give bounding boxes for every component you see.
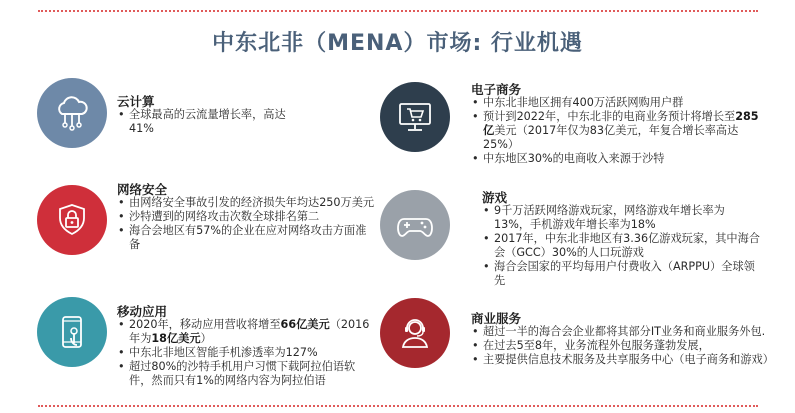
- cloud-bullets: [117, 108, 302, 136]
- cloud-heading: 云计算: [117, 94, 155, 109]
- text-segment: 2020年，移动应用营收将增至: [129, 318, 281, 331]
- highlight-value: 18亿美元: [151, 332, 201, 345]
- list-item: • 在过去5至8年，业务流程外包服务蓬勃发展，: [471, 339, 771, 353]
- list-item: • 中东地区30%的电商收入来源于沙特: [471, 152, 761, 166]
- highlight-value: 66亿美元: [280, 318, 330, 331]
- cloud-network-icon: [51, 92, 93, 134]
- bottom-dotted-divider: [38, 405, 758, 407]
- list-item: • 超过80%的沙特手机用户习惯下载阿拉伯语软件，然而只有1%的网络内容为阿拉伯语: [117, 360, 375, 388]
- ecommerce-circle: [380, 82, 450, 152]
- list-item: • 中东北非地区智能手机渗透率为127%: [117, 346, 375, 360]
- mobile-heading: 移动应用: [117, 304, 168, 319]
- list-item: [471, 110, 761, 152]
- list-item: [117, 318, 375, 346]
- business-heading: 商业服务: [471, 311, 522, 326]
- list-item: • 全球最高的云流量增长率，高达41%: [117, 108, 302, 136]
- mobile-circle: [37, 297, 107, 367]
- text-segment: （2016年为: [129, 318, 370, 345]
- monitor-cart-icon: [394, 96, 436, 138]
- ecommerce-bullets: [471, 96, 761, 166]
- business-circle: [380, 298, 450, 368]
- list-item: • 主要提供信息技术服务及共享服务中心（电子商务和游戏）: [471, 353, 771, 367]
- list-item: • 9千万活跃网络游戏玩家，网络游戏年增长率为13%，手机游戏年增长率为18%: [482, 204, 760, 232]
- list-item: • 超过一半的海合会企业都将其部分IT业务和商业服务外包.: [471, 325, 771, 339]
- business-bullets: [471, 325, 774, 367]
- lock-shield-icon: [51, 199, 93, 241]
- mobile-bullets: [117, 318, 375, 388]
- security-bullets: [117, 196, 375, 252]
- gaming-circle: [380, 190, 450, 260]
- gaming-heading: 游戏: [482, 190, 508, 205]
- list-item: • 中东北非地区拥有400万活跃网购用户群: [471, 96, 761, 110]
- list-item: • 由网络安全事故引发的经济损失年均达250万美元: [117, 196, 375, 210]
- gamepad-icon: [394, 204, 436, 246]
- cloud-circle: [37, 78, 107, 148]
- list-item: • 2017年，中东北非地区有3.36亿游戏玩家，其中海合会（GCC）30%的人口玩游戏: [482, 232, 760, 260]
- text-segment: 美元（2017年仅为83亿美元，年复合增长率高达25%）: [483, 124, 739, 151]
- text-segment: 预计到2022年，中东北非的电商业务预计将增长至: [483, 110, 736, 123]
- gaming-bullets: [482, 204, 760, 288]
- list-item: • 海合会国家的平均每用户付费收入（ARPPU）全球领先: [482, 260, 760, 288]
- ecommerce-heading: 电子商务: [471, 82, 522, 97]
- highlight-value: 285亿: [483, 110, 759, 137]
- page-title: 中东北非（MENA）市场: 行业机遇: [212, 31, 583, 56]
- security-heading: 网络安全: [117, 182, 168, 197]
- smartphone-touch-icon: [51, 311, 93, 353]
- headset-agent-icon: [394, 312, 436, 354]
- list-item: • 海合会地区有57%的企业在应对网络攻击方面准备: [117, 224, 375, 252]
- security-circle: [37, 185, 107, 255]
- list-item: • 沙特遭到的网络攻击次数全球排名第二: [117, 210, 375, 224]
- top-dotted-divider: [38, 10, 758, 12]
- text-segment: ）: [200, 332, 212, 345]
